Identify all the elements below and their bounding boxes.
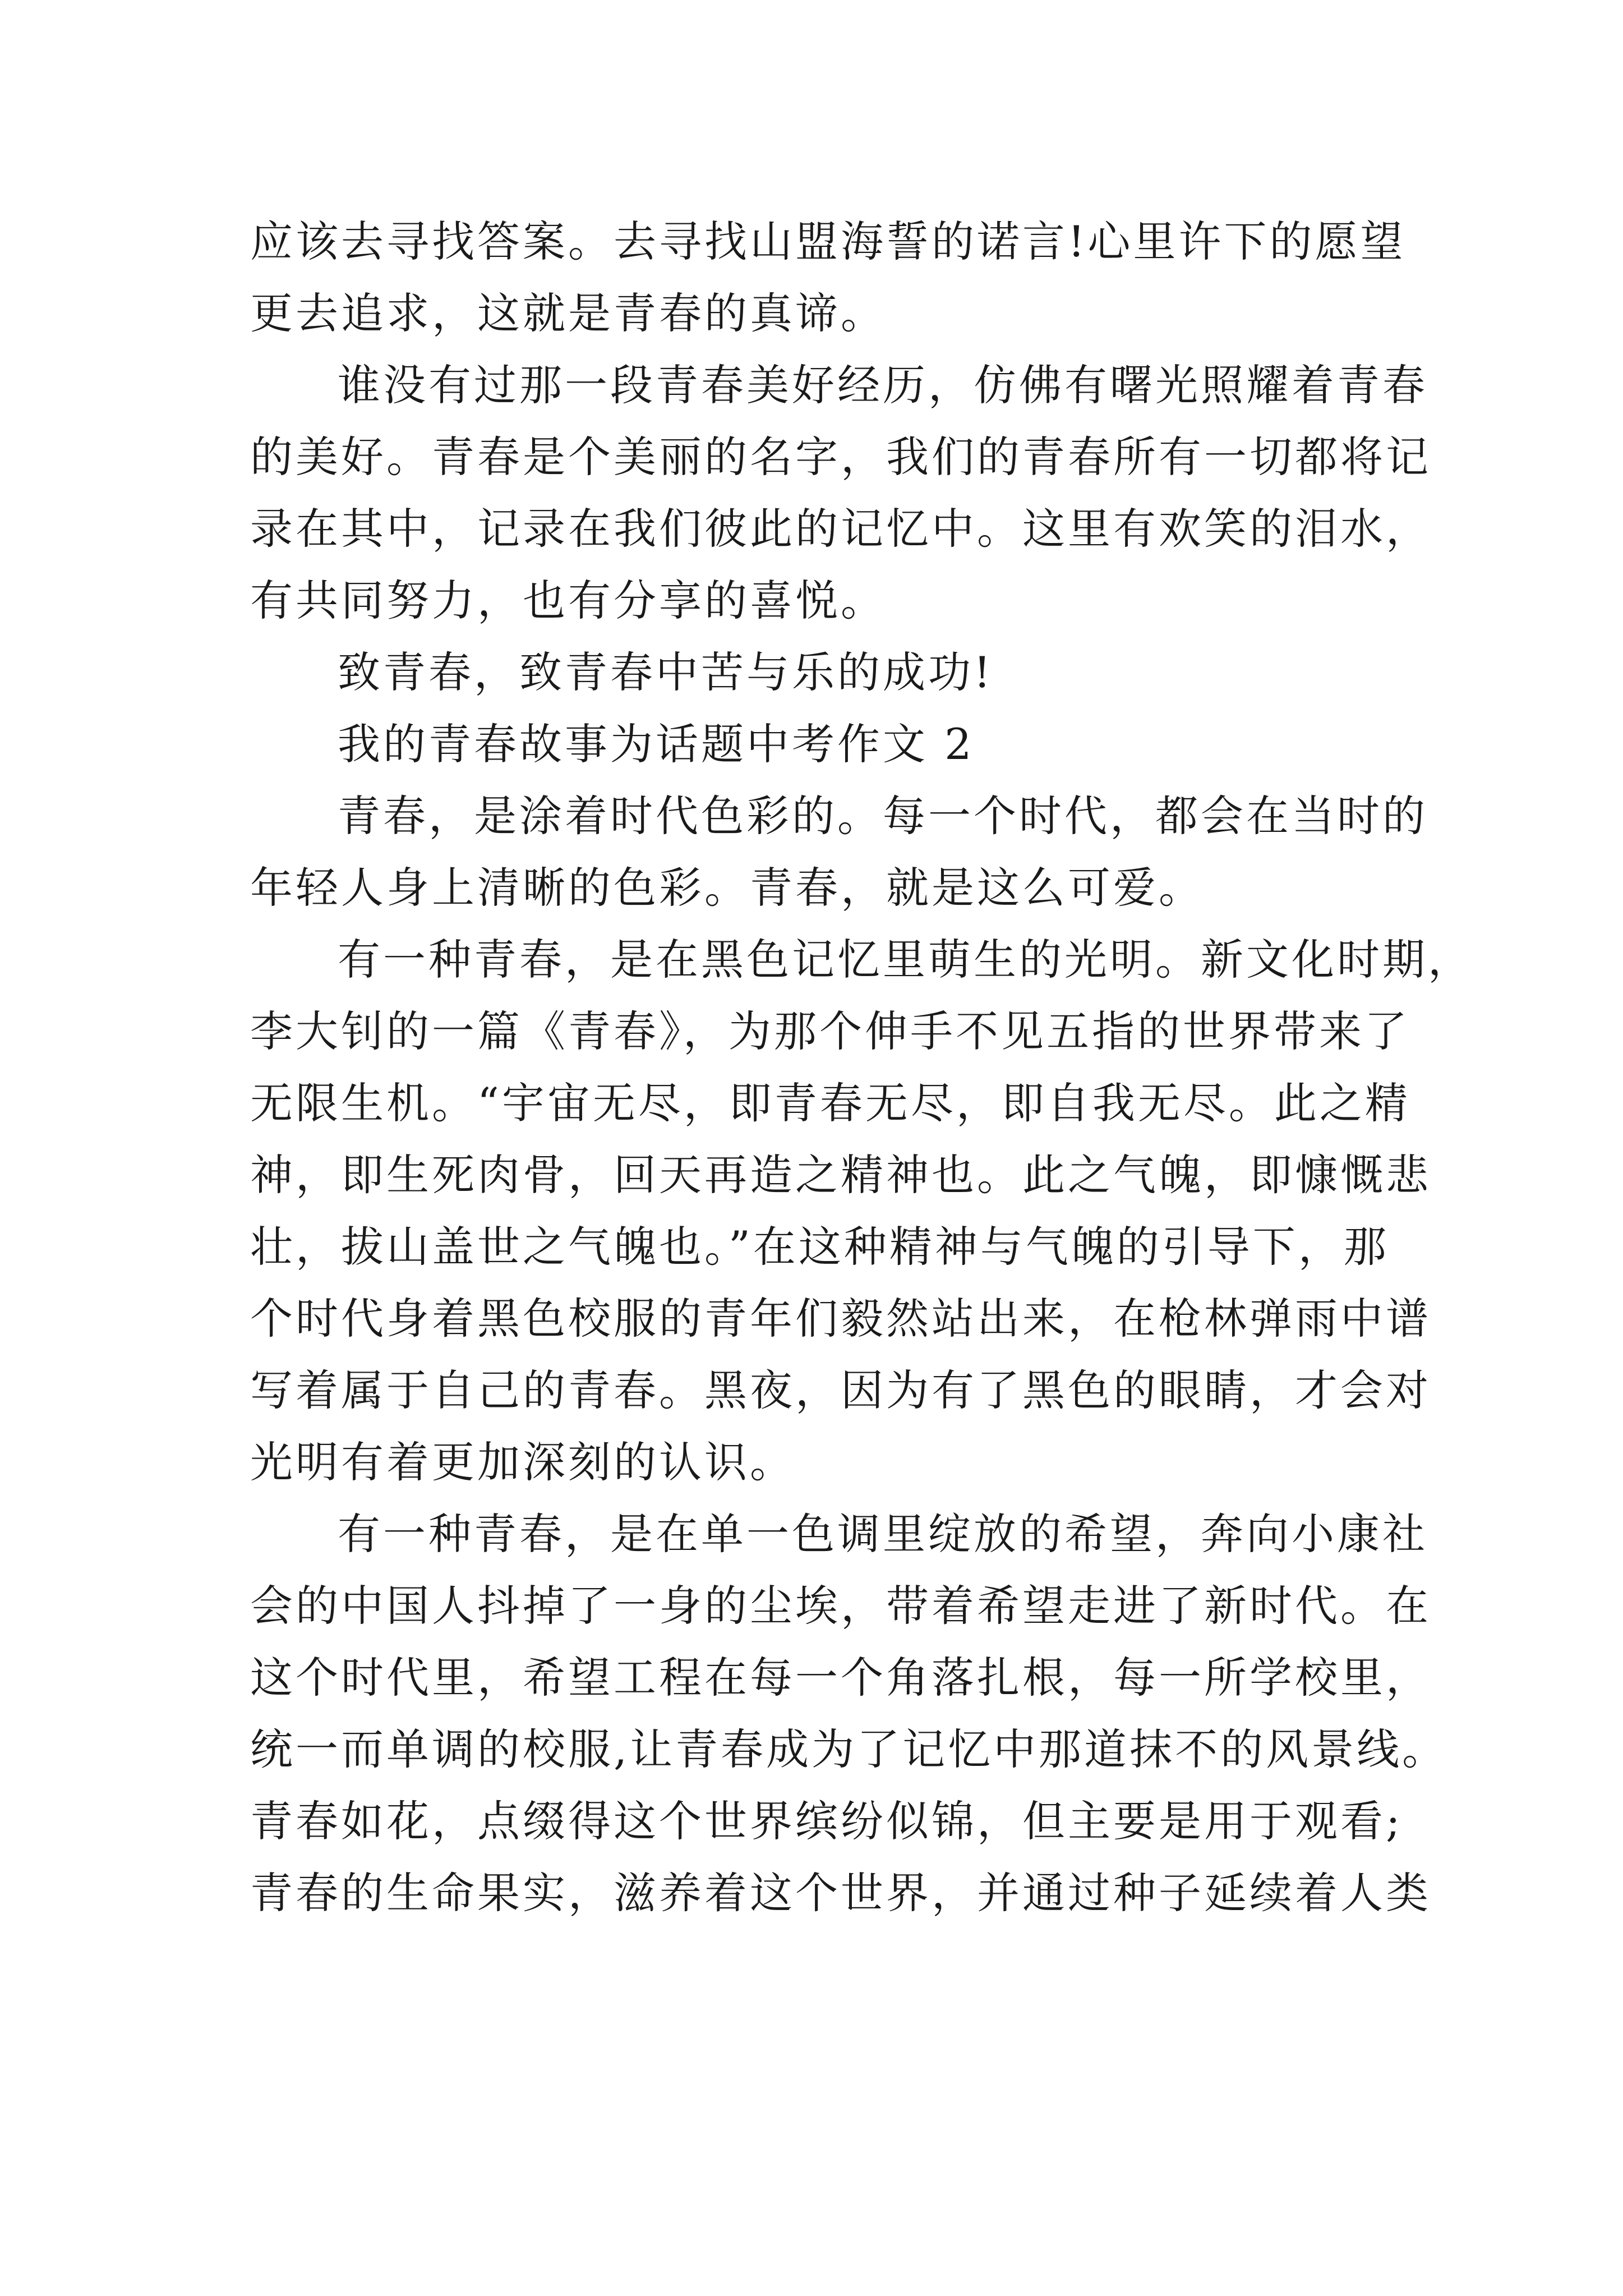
text-line: 李大钊的一篇《青春》，为那个伸手不见五指的世界带来了 xyxy=(250,1006,1410,1056)
text-line: 有共同努力，也有分享的喜悦。 xyxy=(250,576,886,625)
text-line: 应该去寻找答案。去寻找山盟海誓的诺言!心里许下的愿望 xyxy=(250,217,1406,266)
text-line: 个时代身着黑色校服的青年们毅然站出来，在枪林弹雨中谱 xyxy=(250,1294,1431,1343)
text-line: 有一种青春，是在黑色记忆里萌生的光明。新文化时期， xyxy=(338,935,1473,984)
text-line: 更去追求，这就是青春的真谛。 xyxy=(250,288,886,338)
text-line: 录在其中，记录在我们彼此的记忆中。这里有欢笑的泪水， xyxy=(250,504,1431,554)
text-line: 统一而单调的校服,让青春成为了记忆中那道抹不的风景线。 xyxy=(250,1724,1448,1774)
text-line: 无限生机。“宇宙无尽，即青春无尽，即自我无尽。此之精 xyxy=(250,1078,1410,1128)
text-line: 青春如花，点缀得这个世界缤纷似锦，但主要是用于观看; xyxy=(250,1796,1403,1846)
text-line: 光明有着更加深刻的认识。 xyxy=(250,1437,795,1487)
text-line: 会的中国人抖掉了一身的尘埃，带着希望走进了新时代。在 xyxy=(250,1581,1431,1631)
text-line: 神，即生死肉骨，回天再造之精神也。此之气魄，即慷慨悲 xyxy=(250,1150,1431,1200)
text-line: 年轻人身上清晰的色彩。青春，就是这么可爱。 xyxy=(250,863,1204,913)
text-line: 青春，是涂着时代色彩的。每一个时代，都会在当时的 xyxy=(338,791,1428,841)
essay-body xyxy=(250,206,1473,1929)
text-line: 致青春，致青春中苦与乐的成功! xyxy=(338,647,994,697)
section-heading: 我的青春故事为话题中考作文 2 xyxy=(338,719,975,769)
text-line: 有一种青春，是在单一色调里绽放的希望，奔向小康社 xyxy=(338,1509,1428,1559)
text-line: 的美好。青春是个美丽的名字，我们的青春所有一切都将记 xyxy=(250,432,1431,482)
text-line: 青春的生命果实，滋养着这个世界，并通过种子延续着人类 xyxy=(250,1868,1431,1918)
text-line: 写着属于自己的青春。黑夜，因为有了黑色的眼睛，才会对 xyxy=(250,1365,1431,1415)
text-line: 谁没有过那一段青春美好经历，仿佛有曙光照耀着青春 xyxy=(338,360,1428,410)
text-line: 这个时代里，希望工程在每一个角落扎根，每一所学校里， xyxy=(250,1653,1431,1703)
text-line: 壮，拔山盖世之气魄也。”在这种精神与气魄的引导下，那 xyxy=(250,1222,1389,1272)
